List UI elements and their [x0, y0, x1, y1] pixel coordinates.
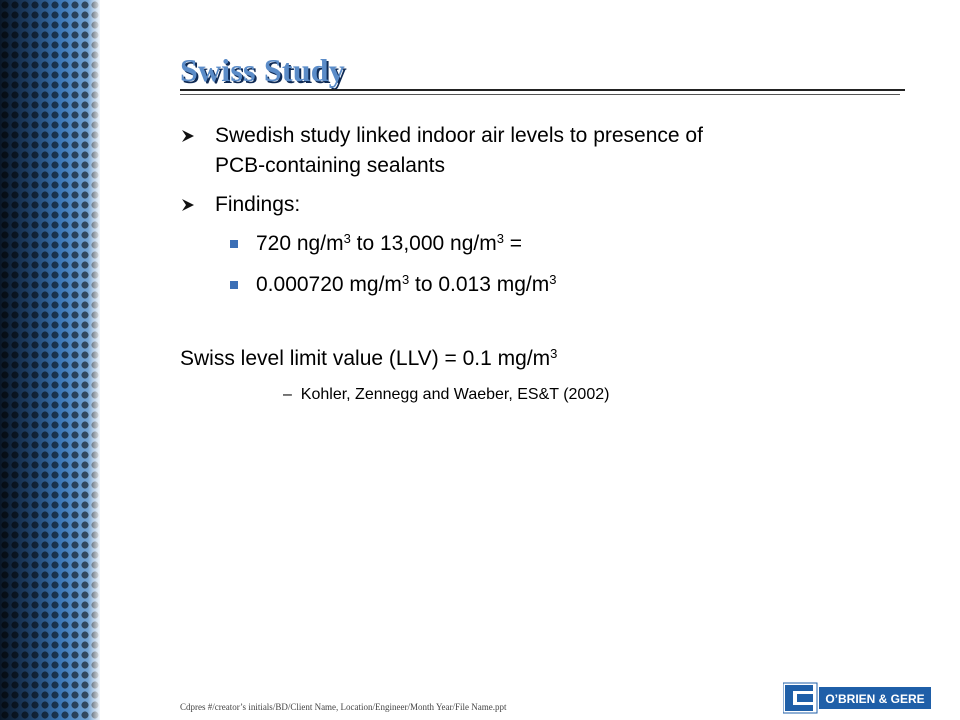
title-underline-thin [180, 94, 900, 95]
square-bullet-icon [230, 240, 238, 248]
decorative-sidebar [0, 0, 100, 720]
arrow-bullet-icon [181, 198, 195, 212]
company-logo [783, 681, 933, 715]
finding-mg: 0.000720 $mg/m^3$ to 0.013 $mg/m^3$ [256, 272, 557, 296]
square-bullet-icon [230, 281, 238, 289]
slide-title: Swiss Study [180, 52, 345, 88]
limit-value-text: Swiss level limit value (LLV) = 0.1 $mg/m^3$ [180, 346, 558, 370]
svg-text:O’BRIEN & GERE: O’BRIEN & GERE [825, 692, 925, 706]
arrow-bullet-icon [181, 129, 195, 143]
footer-path: Cdpres #/creator’s initials/BD/Client Name, Location/Engineer/Month Year/File Name.ppt [180, 702, 507, 712]
title-underline [180, 89, 905, 91]
bullet-findings: Findings: [215, 193, 301, 216]
bullet-study: Swedish study linked indoor air levels to presence of PCB-containing sealants [215, 124, 703, 177]
citation: – Kohler, Zennegg and Waeber, ES&T (2002) [283, 386, 610, 403]
finding-ng: 720 $ng/m^3$ to 13,000 $ng/m^3$ = [256, 231, 523, 255]
